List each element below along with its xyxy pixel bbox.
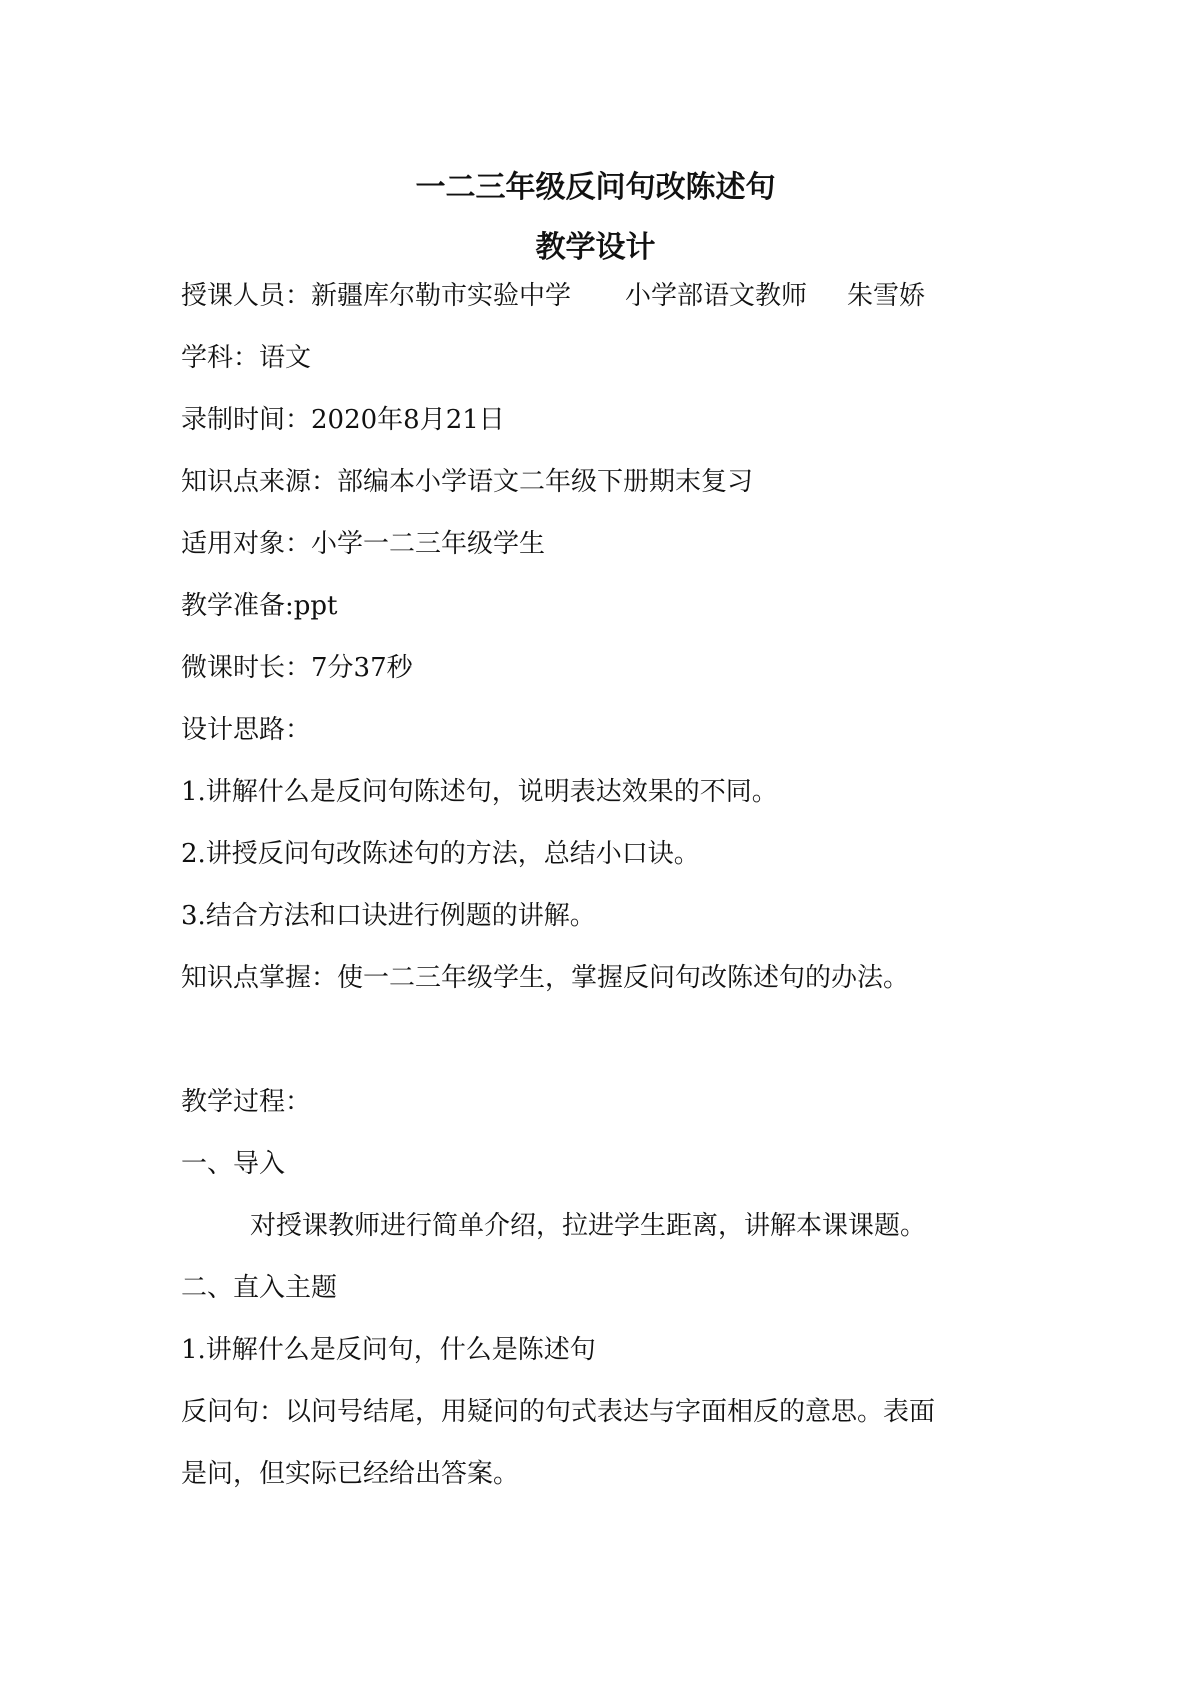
design-item-1: 1.讲解什么是反问句陈述句，说明表达效果的不同。 bbox=[181, 777, 778, 807]
document-title: 一二三年级反问句改陈述句 bbox=[415, 170, 776, 205]
subject-line: 学科：语文 bbox=[181, 343, 312, 373]
rhetorical-definition-line-1: 反问句：以问号结尾，用疑问的句式表达与字面相反的意思。表面 bbox=[181, 1397, 936, 1427]
design-item-2: 2.讲授反问句改陈述句的方法，总结小口诀。 bbox=[181, 839, 700, 869]
section1-heading: 一、导入 bbox=[181, 1149, 286, 1179]
duration-line: 微课时长：7分37秒 bbox=[181, 653, 413, 683]
section1-body: 对授课教师进行简单介绍，拉进学生距离，讲解本课课题。 bbox=[250, 1211, 927, 1241]
rhetorical-definition-line-2: 是问，但实际已经给出答案。 bbox=[181, 1459, 520, 1489]
audience-line: 适用对象：小学一二三年级学生 bbox=[181, 529, 546, 559]
lecturer-school: 新疆库尔勒市实验中学 bbox=[311, 281, 572, 311]
lecturer-label: 授课人员： bbox=[181, 281, 312, 311]
mastery-line: 知识点掌握：使一二三年级学生，掌握反问句改陈述句的办法。 bbox=[181, 963, 910, 993]
lecturer-name: 朱雪娇 bbox=[847, 281, 926, 311]
source-line: 知识点来源：部编本小学语文二年级下册期末复习 bbox=[181, 467, 754, 497]
section2-item-1: 1.讲解什么是反问句，什么是陈述句 bbox=[181, 1335, 596, 1365]
record-time-line: 录制时间：2020年8月21日 bbox=[181, 405, 505, 435]
process-heading: 教学过程： bbox=[181, 1087, 312, 1117]
lecturer-line bbox=[181, 278, 925, 314]
prep-line: 教学准备:ppt bbox=[181, 591, 338, 621]
section2-heading: 二、直入主题 bbox=[181, 1273, 338, 1303]
design-heading: 设计思路： bbox=[181, 715, 312, 745]
lecturer-dept: 小学部语文教师 bbox=[625, 281, 808, 311]
document-subtitle: 教学设计 bbox=[535, 230, 656, 265]
design-item-3: 3.结合方法和口诀进行例题的讲解。 bbox=[181, 901, 596, 931]
